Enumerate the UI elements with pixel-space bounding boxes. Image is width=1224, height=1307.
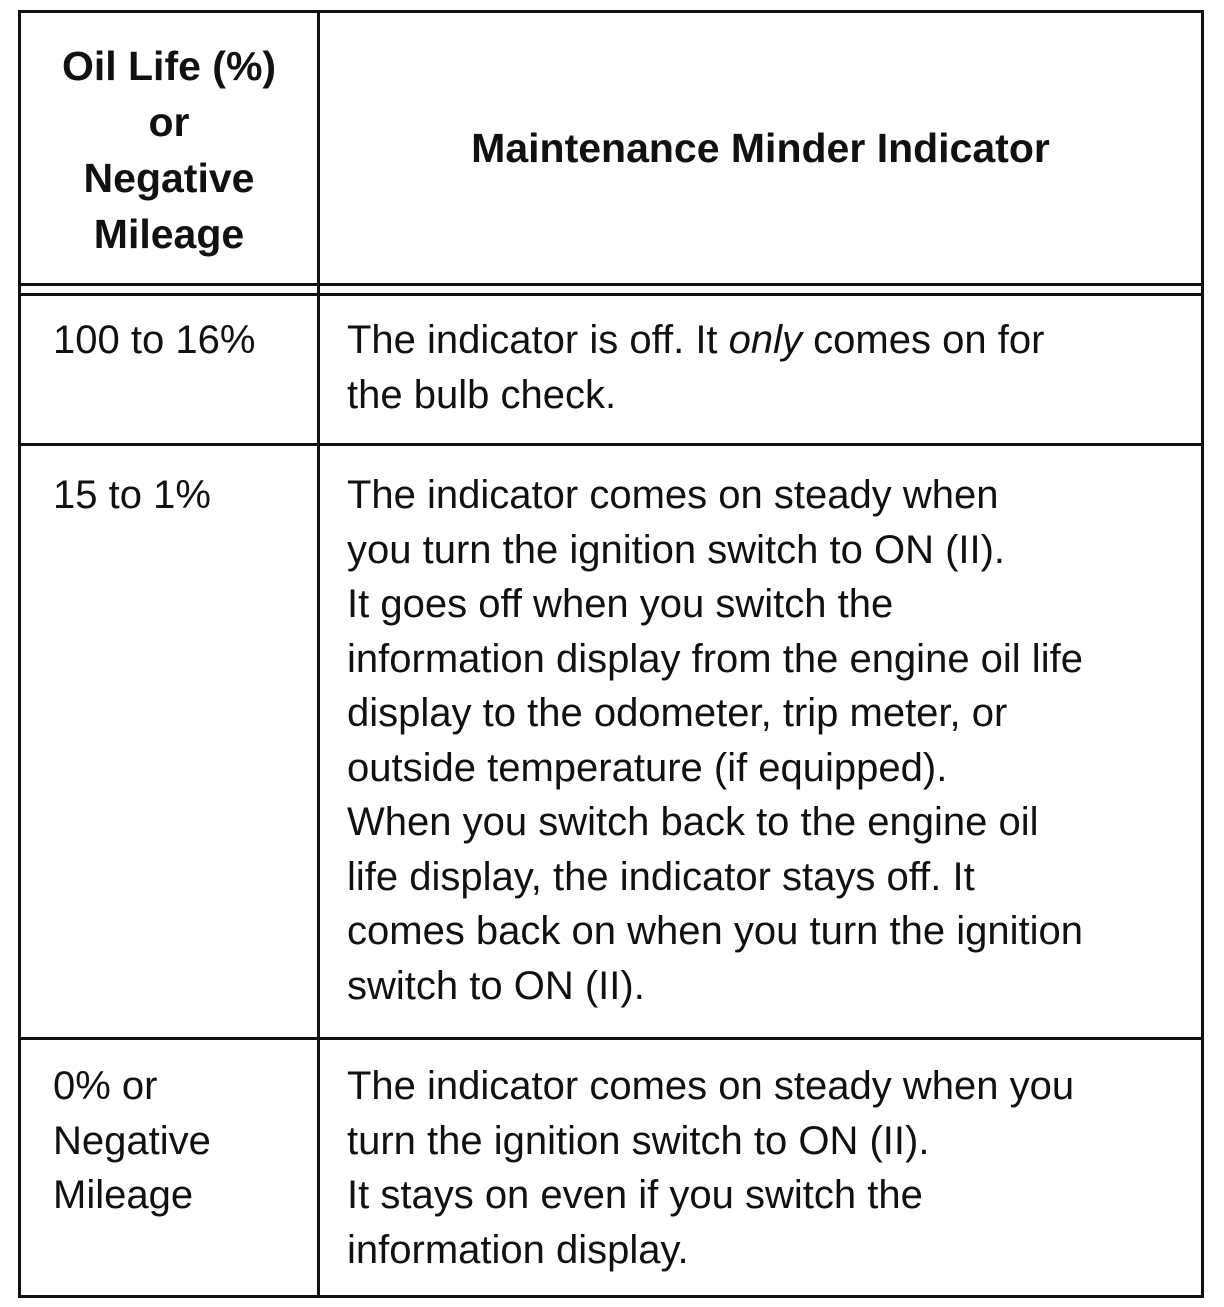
description-line: It stays on even if you switch the bbox=[347, 1173, 923, 1217]
description-line bbox=[347, 313, 1197, 368]
description-line: The indicator comes on steady when you bbox=[347, 1064, 1075, 1108]
description-line: life display, the indicator stays off. It bbox=[347, 854, 975, 899]
header-indicator: Maintenance Minder Indicator bbox=[471, 125, 1050, 171]
description-line: you turn the ignition switch to ON (II). bbox=[347, 527, 1006, 572]
description-line: switch to ON (II). bbox=[347, 963, 645, 1008]
range-line: 0% or bbox=[53, 1064, 158, 1108]
row-divider-1 bbox=[21, 443, 1201, 446]
row-1-description bbox=[347, 313, 1197, 422]
row-divider-2 bbox=[21, 1037, 1201, 1040]
description-line: When you switch back to the engine oil bbox=[347, 800, 1039, 844]
description-emphasis: only bbox=[728, 318, 803, 362]
description-line: outside temperature (if equipped). bbox=[347, 745, 948, 790]
description-line: display to the odometer, trip meter, or bbox=[347, 691, 1008, 735]
description-text: The indicator is off. It bbox=[347, 318, 729, 362]
maintenance-minder-table bbox=[18, 10, 1204, 1298]
range-line: 100 to 16% bbox=[53, 318, 256, 362]
description-line: turn the ignition switch to ON (II). bbox=[347, 1118, 930, 1163]
range-line: Mileage bbox=[53, 1173, 194, 1217]
description-line: information display from the engine oil life bbox=[347, 636, 1083, 681]
description-line: information display. bbox=[347, 1227, 689, 1272]
header-oil-life-line: Mileage bbox=[93, 210, 245, 257]
header-oil-life-line: Oil Life (%) bbox=[61, 42, 277, 89]
row-2-range bbox=[53, 468, 303, 523]
header-oil-life bbox=[21, 13, 317, 286]
header-divider-bottom bbox=[21, 293, 1201, 296]
range-line: Negative bbox=[53, 1118, 211, 1163]
description-line: the bulb check. bbox=[347, 372, 617, 417]
row-3-description bbox=[347, 1059, 1197, 1277]
row-2-description bbox=[347, 468, 1197, 1013]
header-oil-life-line: or bbox=[148, 98, 190, 145]
header-oil-life-line: Negative bbox=[83, 154, 255, 201]
row-1-range bbox=[53, 313, 303, 368]
range-line: 15 to 1% bbox=[53, 473, 211, 517]
description-text: comes on for bbox=[802, 318, 1045, 362]
row-3-range bbox=[53, 1059, 303, 1223]
description-line: The indicator comes on steady when bbox=[347, 473, 999, 517]
description-line: comes back on when you turn the ignition bbox=[347, 909, 1083, 953]
description-line: It goes off when you switch the bbox=[347, 582, 894, 626]
